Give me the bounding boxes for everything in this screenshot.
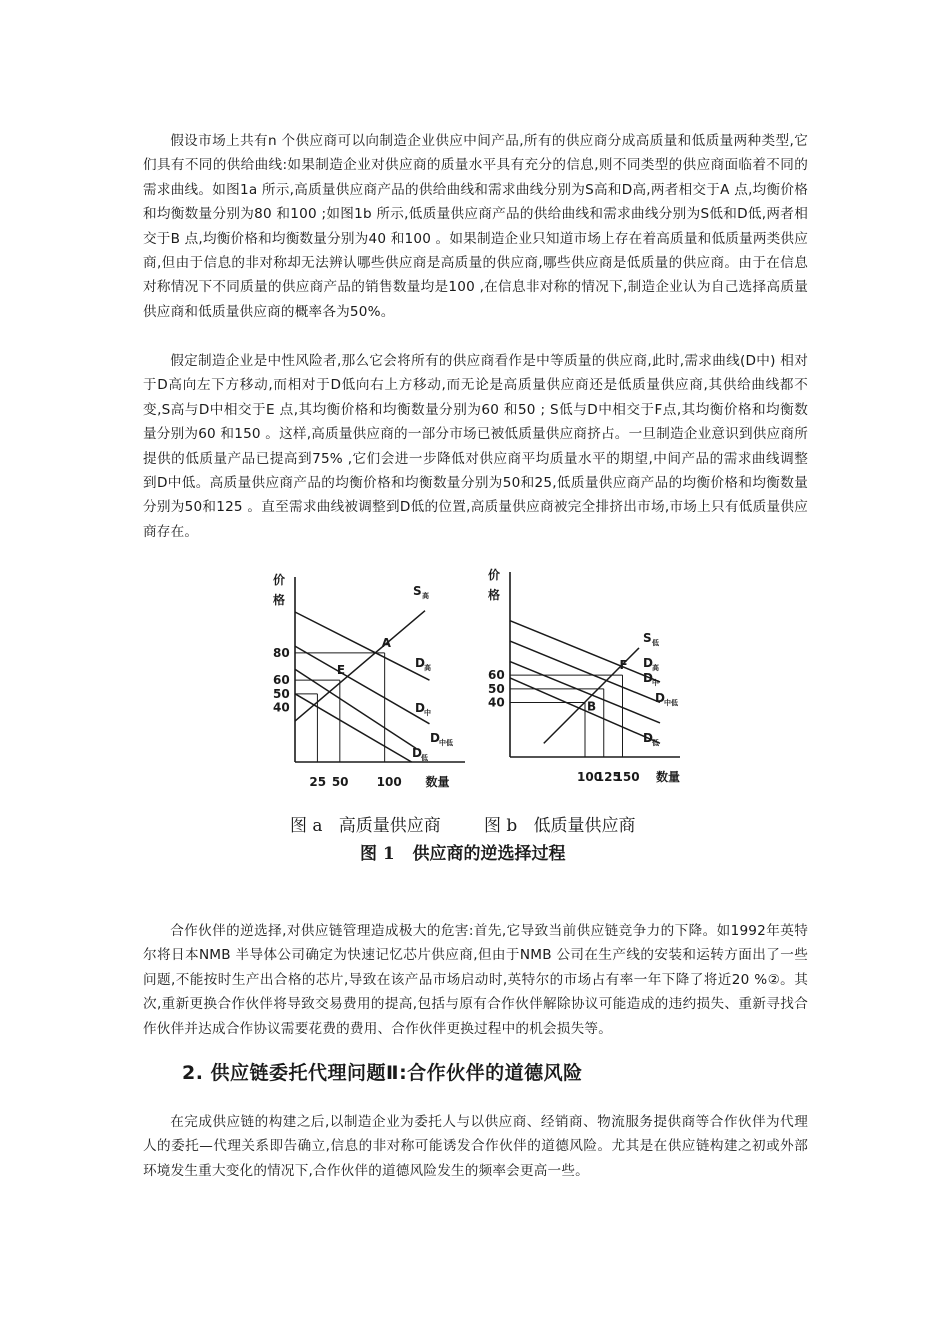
chart-panel-b <box>488 567 680 784</box>
curve-label-sub-d-high: 高 <box>652 664 659 672</box>
y-tick-label-80: 80 <box>273 645 290 660</box>
paragraph-adverse-selection-setup: 假设市场上共有n 个供应商可以向制造企业供应中间产品,所有的供应商分成高质量和低质量两种类型,它们具有不同的供给曲线:如果制造企业对供应商的质量水平具有充分的信息,则不同类型的供应商面临着不同的需求曲线。如图1a 所示,高质量供应商产品的供给曲线和需求曲线分别为S高和D高,两者相交于A 点,均衡价格和均衡数量分别为80 和100 ;如图1b 所示,低质量供应商产品的供给曲线和需求曲线分别为S低和D低,两者相交于B 点,均衡价格和均衡数量分别为40 和100 。如果制造企业只知道市场上存在着高质量和低质量两类供应商,但由于信息的非对称却无法辨认哪些供应商是高质量的供应商,哪些供应商是低质量的供应商。由于在信息对称情况下不同质量的供应商产品的销售数量均是100 ,在信息非对称的情况下,制造企业认为自己选择高质量供应商和低质量供应商的概率各为50%。 <box>143 133 808 320</box>
x-tick-label-100: 100 <box>577 770 603 784</box>
curve-label-d-low: D <box>412 746 422 760</box>
x-tick-label-25: 25 <box>309 775 327 789</box>
curve-label-sub-d-low: 低 <box>421 754 428 762</box>
curve-label-d-midlow: D <box>430 731 440 745</box>
paragraph-moral-hazard: 在完成供应链的构建之后,以制造企业为委托人与以供应商、经销商、物流服务提供商等合作伙伴为代理人的委托—代理关系即告确立,信息的非对称可能诱发合作伙伴的道德风险。尤其是在供应链构建之初或外部环境发生重大变化的情况下,合作伙伴的道德风险发生的频率会更高一些。 <box>143 1114 808 1179</box>
curve-label-d-mid: D <box>415 701 425 715</box>
curve-label-d-mid: D <box>643 671 653 685</box>
y-axis-label-bottom: 格 <box>273 593 286 607</box>
curve-label-sub-d-midlow: 中低 <box>664 699 678 707</box>
y-axis-label-top: 价 <box>488 568 501 582</box>
point-label-e: E <box>336 663 346 678</box>
curve-label-sub-d-mid: 中 <box>424 709 431 717</box>
y-tick-label-50: 50 <box>273 686 290 701</box>
curve-demand-high <box>295 612 429 680</box>
x-axis-label: 数量 <box>656 770 681 784</box>
curve-demand-mid <box>295 646 429 724</box>
figure-caption-title: 图 1 供应商的逆选择过程 <box>360 844 566 864</box>
x-tick-label-125: 125 <box>595 770 621 784</box>
curve-label-d-high: D <box>643 656 653 670</box>
curve-label-sub-d-mid: 中 <box>652 679 659 687</box>
curve-label-sub-s-low: 低 <box>652 639 659 647</box>
curve-label-s-high: S <box>413 584 422 598</box>
figure-caption-subtitles: 图 a 高质量供应商 图 b 低质量供应商 <box>290 816 636 836</box>
point-label-b: B <box>587 699 597 714</box>
x-tick-label-50: 50 <box>331 775 349 789</box>
y-axis-label-top: 价 <box>273 573 286 587</box>
paragraph-risk-neutral-manufacturer: 假定制造企业是中性风险者,那么它会将所有的供应商看作是中等质量的供应商,此时,需求曲线(D中) 相对于D高向左下方移动,而相对于D低向右上方移动,而无论是高质量供应商还是低质量供应商,其供给曲线都不变,S高与D中相交于E 点,其均衡价格和均衡数量分别为60 和50 ; S低与D中相交于F点,其均衡价格和均衡数量分别为60 和150 。这样,高质量供应商的一部分市场已被低质量供应商挤占。一旦制造企业意识到供应商所提供的低质量产品已提高到75% ,它们会进一步降低对供应商平均质量水平的期望,中间产品的需求曲线调整到D中低。高质量供应商产品的均衡价格和均衡数量分别为50和25,低质量供应商产品的均衡价格和均衡数量分别为50和125 。直至需求曲线被调整到D低的位置,高质量供应商被完全排挤出市场,市场上只有低质量供应商存在。 <box>143 353 808 540</box>
curve-demand-high <box>510 621 660 682</box>
x-axis-label: 数量 <box>425 775 450 789</box>
curve-label-d-high: D <box>415 656 425 670</box>
figure-adverse-selection <box>265 567 685 877</box>
y-tick-label-40: 40 <box>273 700 290 715</box>
y-tick-label-60: 60 <box>488 668 505 683</box>
curve-label-sub-d-high: 高 <box>424 664 431 672</box>
x-tick-label-150: 150 <box>614 770 640 784</box>
paragraph-partner-adverse-selection: 合作伙伴的逆选择,对供应链管理造成极大的危害:首先,它导致当前供应链竞争力的下降。如1992年英特尔将日本NMB 半导体公司确定为快速记忆芯片供应商,但由于NMB 公司在生产线的安装和运转方面出了一些问题,不能按时生产出合格的芯片,导致在该产品市场启动时,英特尔的市场占有率一年下降了将近20 %②。其次,重新更换合作伙伴将导致交易费用的提高,包括与原有合作伙伴解除协议可能造成的违约损失、重新寻找合作伙伴并达成合作协议需要花费的费用、合作伙伴更换过程中的机会损失等。 <box>143 923 808 1037</box>
curve-label-sub-d-low: 低 <box>652 739 659 747</box>
x-tick-label-100: 100 <box>376 775 402 789</box>
y-tick-label-40: 40 <box>488 695 505 710</box>
y-tick-label-60: 60 <box>273 673 290 688</box>
curve-label-sub-s-high: 高 <box>422 592 429 600</box>
y-axis-label-bottom: 格 <box>488 588 501 602</box>
y-tick-label-50: 50 <box>488 681 505 696</box>
curve-label-s-low: S <box>643 631 652 645</box>
point-label-f: F <box>619 658 628 673</box>
curve-label-d-midlow: D <box>655 691 665 705</box>
curve-label-sub-d-midlow: 中低 <box>439 739 453 747</box>
curve-label-d-low: D <box>643 731 653 745</box>
point-label-a: A <box>381 635 391 650</box>
section-heading: 2. 供应链委托代理问题Ⅱ:合作伙伴的道德风险 <box>182 1062 583 1084</box>
chart-panel-a <box>273 572 465 789</box>
